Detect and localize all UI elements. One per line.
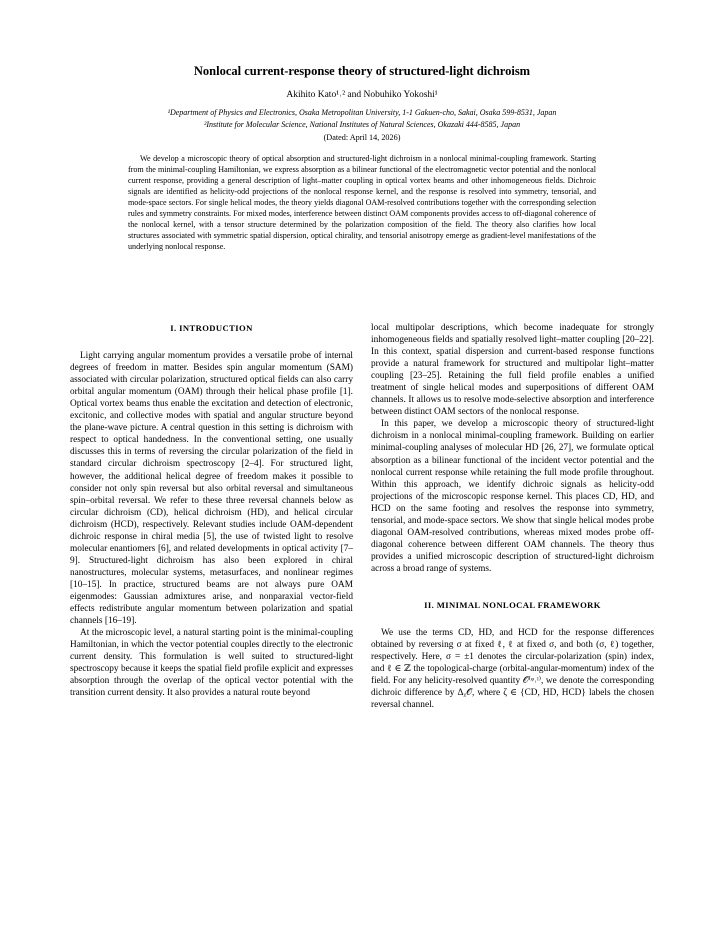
intro-paragraph-3: local multipolar descriptions, which become inadequate for strongly inhomogeneous fields and spatially resolved light–matter coupling [20–22]. In this context, spatial dispersion and current-based response functions provide a natural framework for structured and multipolar light–matter coupling [23–25]. Retaining the full field profile enables a unified treatment of single helical modes and superpositions of different OAM channels. It allows us to resolve mode-selective absorption and interference between distinct OAM sectors of the nonlocal response. bbox=[371, 323, 654, 418]
author-list: Akihito Kato¹˒² and Nobuhiko Yokoshi¹ bbox=[286, 90, 438, 100]
affiliation-1: ¹Department of Physics and Electronics, Osaka Metropolitan University, 1-1 Gakuen-cho, Sakai, Osaka 599-8531, Japan bbox=[167, 108, 557, 117]
abstract: We develop a microscopic theory of optical absorption and structured-light dichroism in a nonlocal minimal-coupling framework. Starting from the minimal-coupling Hamiltonian, we express absorption as a bilinear functional of the electromagnetic vector potential and the nonlocal current response, providing a general description of light–matter coupling in optical vortex beams and other inhomogeneous fields. Dichroic signals are identified as helicity-odd projections of the nonlocal response kernel, and the response is resolved into symmetry, tensorial, and mode-space sectors. For single helical modes, the theory yields diagonal OAM-resolved contributions together with the corresponding selection rules and symmetry constraints. For mixed modes, interference between distinct OAM components provides access to off-diagonal coherence of the nonlocal kernel, with a tensor structure determined by the polarization composition of the field. The theory also clarifies how local structures associated with symmetric spatial dispersion, optical chirality, and tensorial anisotropy emerge as gradient-level manifestations of the underlying nonlocal response. bbox=[128, 154, 596, 252]
intro-paragraph-4: In this paper, we develop a microscopic theory of structured-light dichroism in a nonlocal minimal-coupling framework. Building on earlier minimal-coupling analyses of molecular HD [26, 27], we formulate optical absorption as a bilinear functional of the incident vector potential and the nonlocal current response while retaining the full mode profile throughout. Within this approach, we identify dichroic signals as helicity-odd projections of the microscopic response kernel. This places CD, HD, and HCD on the same footing and resolves the response into symmetry, tensorial, and mode-space sectors. We show that single helical modes probe diagonal OAM-resolved contributions, whereas mixed modes probe off-diagonal coherence between different OAM channels. The theory thus provides a unified microscopic description of structured-light dichroism across a broad range of systems. bbox=[371, 419, 654, 574]
affiliation-2: ²Institute for Molecular Science, National Institutes of Natural Sciences, Okazaki 444-8585, Japan bbox=[203, 120, 521, 129]
paper-title: Nonlocal current-response theory of structured-light dichroism bbox=[193, 64, 531, 78]
framework-paragraph-1: We use the terms CD, HD, and HCD for the response differences obtained by reversing σ at fixed ℓ, ℓ at fixed σ, and both (σ, ℓ) together, respectively. Here, σ = ±1 denotes the circular-polarization (spin) index, and ℓ ∈ ℤ the topological-charge (orbital-angular-momentum) index of the field. For any helicity-resolved quantity 𝒪⁽ᵠ˒ˡ⁾, we denote the corresponding dichroic difference by Δᵪ𝒪, where ζ ∈ {CD, HD, HCD} labels the chosen reversal channel. bbox=[371, 628, 654, 711]
intro-paragraph-1: Light carrying angular momentum provides a versatile probe of internal degrees of freedom in matter. Besides spin angular momentum (SAM) associated with circular polarization, structured optical fields can also carry orbital angular momentum (OAM) through their helical phase profile [1]. Optical vortex beams thus enable the excitation and detection of electronic, excitonic, and collective modes with spatial and angular structure beyond the plane-wave picture. A central question in this setting is dichroism with respect to optical handedness. In the conventional setting, one usually discusses this in terms of reversing the circular polarization of the field in standard circular dichroism spectroscopy [2–4]. For structured light, however, the additional helical degree of freedom makes it possible to consider not only spin reversal but also orbital reversal and simultaneous spin–orbital reversal. We refer to these three reversal channels below as circular dichroism (CD), helical dichroism (HD), and helical circular dichroism (HCD), respectively. Relevant studies include OAM-dependent dichroic response in chiral media [5], the use of twisted light to resolve molecular enantiomers [6], and related developments in optical activity [7–9]. Structured-light dichroism has also been explored in chiral nanostructures, molecular systems, metasurfaces, and nonlinear regimes [10–15]. In practice, structured beams are not always pure OAM eigenmodes: Gaussian admixtures arise, and nonparaxial vector-field effects redistribute angular momentum between polarization and spatial channels [16–19]. bbox=[70, 351, 353, 627]
left-column bbox=[70, 322, 353, 699]
right-column bbox=[371, 322, 654, 711]
intro-paragraph-2: At the microscopic level, a natural starting point is the minimal-coupling Hamiltonian, in which the vector potential couples directly to the electronic current density. This formulation is well suited to structured-light spectroscopy because it keeps the spatial field profile explicit and expresses absorption through the overlap of the optical vector potential with the transition current density. It also provides a natural route beyond bbox=[70, 628, 353, 699]
section-spacer bbox=[371, 575, 654, 599]
date-line: (Dated: April 14, 2026) bbox=[323, 133, 401, 142]
section-heading-introduction: I. INTRODUCTION bbox=[170, 323, 253, 333]
section-heading-framework: II. MINIMAL NONLOCAL FRAMEWORK bbox=[424, 599, 601, 610]
